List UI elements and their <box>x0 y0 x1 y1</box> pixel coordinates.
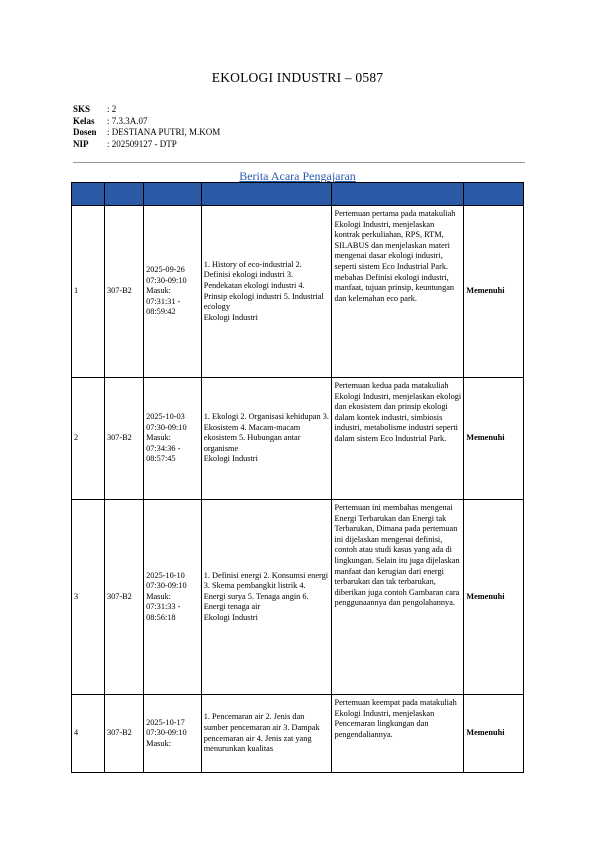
info-label: SKS <box>73 104 91 114</box>
description-cell: Pertemuan kedua pada matakuliah Ekologi Industri, menjelaskan ekologi dan ekosistem dan prinsip ekologi dalam kontek industri, simbiosis industri, metabolisme industri seperti dalam sistem Eco Industrial Park. <box>332 378 464 500</box>
row-number: 2 <box>72 378 105 500</box>
attendance-label: Masuk: <box>146 738 171 748</box>
time-cell <box>144 695 202 773</box>
info-label: NIP <box>73 138 89 149</box>
material-topics: 1. Definisi energi 2. Konsumsi energi 3. Skema pembangkit listrik 4. Energi surya 5. Tenaga angin 6. Energi tenaga air <box>203 570 329 612</box>
check-in-time: 07:31:31 - <box>146 296 181 306</box>
info-value: : 2 <box>107 104 117 114</box>
material-topics: 1. Ekologi 2. Organisasi kehidupan 3. Ekosistem 4. Macam-macam ekosistem 5. Hubungan antar organisme <box>203 412 329 453</box>
material-course: Ekologi Industri <box>203 454 258 464</box>
material-cell <box>201 695 332 773</box>
row-number: 1 <box>72 206 105 378</box>
divider <box>73 162 525 163</box>
time-slot: 2025-10-10 07:30-09:10 <box>146 570 187 591</box>
check-in-time: 07:31:33 - <box>146 602 181 612</box>
row-number: 3 <box>72 500 105 695</box>
status-cell: Memenuhi <box>464 695 524 773</box>
description-cell: Pertemuan pertama pada matakuliah Ekologi Industri, menjelaskan kontrak perkuliahan, RPS, RTM, SILABUS dan menjelaskan materi mengenai dasar ekologi industri, seperti sistem Eco Industrial Park. mebahas Definisi ekologi industri, manfaat, tujuan prinsip, keuntungan dan kelemahan eco park. <box>332 206 464 378</box>
info-value: : 7.3.3A.07 <box>107 115 148 126</box>
status-cell: Memenuhi <box>464 206 524 378</box>
row-number: 4 <box>72 695 105 773</box>
material-course: Ekologi Industri <box>203 612 258 622</box>
time-cell <box>144 206 202 378</box>
info-value: : DESTIANA PUTRI, M.KOM <box>107 127 221 137</box>
header-cell <box>332 183 464 206</box>
header-cell <box>104 183 143 206</box>
room-cell: 307-B2 <box>104 695 143 773</box>
material-course: Ekologi Industri <box>203 312 258 322</box>
info-kelas <box>73 116 220 128</box>
room-cell: 307-B2 <box>104 206 143 378</box>
material-cell <box>201 500 332 695</box>
time-slot: 2025-10-17 07:30-09:10 <box>146 717 187 738</box>
check-out-time: 08:56:18 <box>146 612 176 622</box>
description-cell: Pertemuan ini membahas mengenai Energi Terbarukan dan Energi tak Terbarukan, Dimana pada pertemuan ini dijelaskan mengenai definisi, contoh atau studi kasus yang ada di lingkungan. Selain itu juga dijelaskan manfaat dan kerugian dari energi terbarukan dan tak terbarukan, diberikan juga contoh Gambaran cara penggunaannya dan pengolahannya. <box>332 500 464 695</box>
status-cell: Memenuhi <box>464 378 524 500</box>
teaching-report-table <box>71 182 524 773</box>
check-out-time: 08:57:45 <box>146 454 176 464</box>
time-cell <box>144 500 202 695</box>
info-nip <box>73 139 220 151</box>
time-slot: 2025-10-03 07:30-09:10 <box>146 412 187 432</box>
info-label: Dosen <box>73 127 97 137</box>
attendance-label: Masuk: <box>146 591 171 601</box>
header-cell <box>201 183 332 206</box>
check-in-time: 07:34:36 - <box>146 443 181 453</box>
info-dosen <box>73 127 220 139</box>
table-row <box>72 500 524 695</box>
room-cell: 307-B2 <box>104 378 143 500</box>
info-sks <box>73 104 220 116</box>
material-topics: 1. Pencemaran air 2. Jenis dan sumber pencemaran air 3. Dampak pencemaran air 4. Jenis zat yang menurunkan kualitas <box>203 712 320 754</box>
table-row <box>72 206 524 378</box>
document-title: EKOLOGI INDUSTRI – 0587 <box>211 70 384 85</box>
table-row <box>72 378 524 500</box>
attendance-label: Masuk: <box>146 433 171 443</box>
room-cell: 307-B2 <box>104 500 143 695</box>
time-slot: 2025-09-26 07:30-09:10 <box>146 265 187 285</box>
info-value: : 202509127 - DTP <box>107 138 177 149</box>
description-cell: Pertemuan keempat pada matakuliah Ekologi Industri, menjelaskan Pencemaran lingkungan dan pengendaliannya. <box>332 695 464 773</box>
header-cell <box>464 183 524 206</box>
table-header-row <box>72 183 524 206</box>
header-cell <box>144 183 202 206</box>
course-info <box>73 104 220 150</box>
header-cell <box>72 183 105 206</box>
attendance-label: Masuk: <box>146 286 171 296</box>
section-title: Berita Acara Pengajaran <box>239 169 356 183</box>
info-label: Kelas <box>73 115 95 126</box>
table-row <box>72 695 524 773</box>
status-cell: Memenuhi <box>464 500 524 695</box>
material-cell <box>201 206 332 378</box>
material-cell <box>201 378 332 500</box>
check-out-time: 08:59:42 <box>146 307 176 317</box>
time-cell <box>144 378 202 500</box>
material-topics: 1. History of eco-industrial 2. Definisi ekologi industri 3. Pendekatan ekologi industri 4. Prinsip ekologi industri 5. Industrial ecology <box>203 259 324 312</box>
